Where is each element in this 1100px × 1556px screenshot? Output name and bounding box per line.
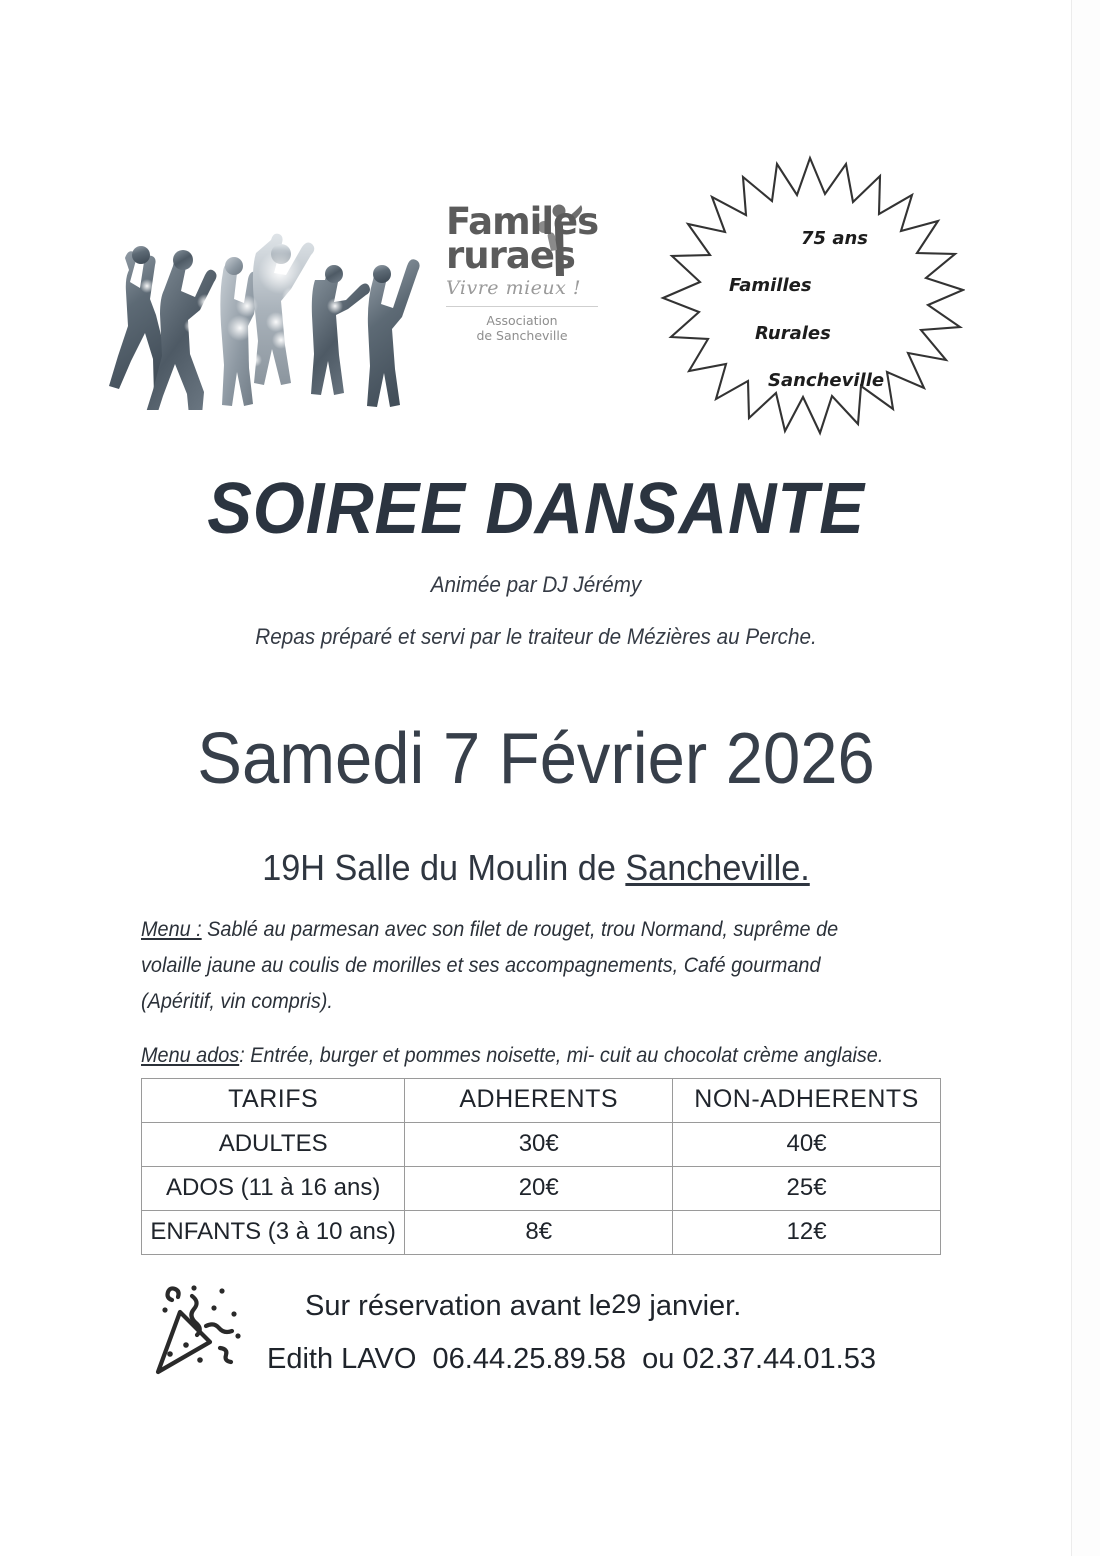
poster-title: SOIREE DANSANTE <box>207 469 865 549</box>
logo-tagline: Vivre mieux ! <box>446 277 582 299</box>
row-label-enfants: ENFANTS (3 à 10 ans) <box>142 1211 405 1255</box>
table-row <box>142 1123 941 1167</box>
menu-main-paragraph <box>141 912 897 1020</box>
menu-section <box>141 912 897 1074</box>
menu-ados-text: : Entrée, burger et pommes noisette, mi- cuit au chocolat crème anglaise. <box>239 1044 884 1067</box>
badge-text-group <box>655 150 965 450</box>
contact-phone-1: 06.44.25.89.58 <box>432 1343 627 1375</box>
association-line-1: Association <box>486 313 558 328</box>
table-row <box>142 1211 941 1255</box>
anniversary-starburst-badge <box>655 150 965 450</box>
menu-ados-label: Menu ados <box>141 1044 240 1067</box>
row-label-adultes: ADULTES <box>142 1123 405 1167</box>
price-ados-adherents: 20€ <box>405 1167 673 1211</box>
logo-divider <box>446 306 598 307</box>
venue-place: Sancheville. <box>625 847 810 888</box>
price-ados-non-adherents: 25€ <box>673 1167 941 1211</box>
badge-line-4: Sancheville <box>768 370 885 391</box>
reservation-section <box>0 1278 1072 1398</box>
scan-margin <box>1072 0 1100 1556</box>
poster-subtitle-dj: Animée par DJ Jérémy <box>430 572 642 597</box>
menu-spacer <box>141 1020 897 1038</box>
event-venue <box>27 847 1045 889</box>
row-label-ados: ADOS (11 à 16 ans) <box>142 1167 405 1211</box>
reservation-deadline <box>305 1290 741 1323</box>
price-enfants-adherents: 8€ <box>405 1211 673 1255</box>
poster-header <box>0 150 1072 450</box>
header-non-adherents: NON-ADHERENTS <box>673 1079 941 1123</box>
familles-rurales-wordmark <box>446 200 626 277</box>
dancers-silhouette-image <box>95 210 425 410</box>
brand-word-2a: rura <box>446 234 530 277</box>
badge-line-3: Rurales <box>755 323 831 344</box>
price-adultes-adherents: 30€ <box>405 1123 673 1167</box>
brand-word-1a: Fami <box>446 200 542 243</box>
menu-main-text: Sablé au parmesan avec son filet de rouget, trou Normand, suprême de volaille jaune au coulis de morilles et ses accompagnements, Café gourmand (Apéritif, vin compris). <box>141 918 839 1013</box>
menu-ados-paragraph <box>141 1038 897 1074</box>
event-date: Samedi 7 Février 2026 <box>197 719 875 799</box>
contact-name: Edith LAVO <box>267 1343 417 1375</box>
brand-word-1b: les <box>541 200 599 243</box>
deadline-prefix: Sur réservation avant le <box>305 1290 612 1322</box>
badge-line-2: Familles <box>729 275 812 296</box>
brand-word-2b: es <box>529 234 575 277</box>
deadline-day: 29 <box>611 1289 642 1319</box>
reservation-contact <box>267 1343 876 1376</box>
tarifs-table <box>141 1078 941 1255</box>
menu-label: Menu : <box>141 918 202 941</box>
price-adultes-non-adherents: 40€ <box>673 1123 941 1167</box>
badge-line-1: 75 ans <box>801 228 868 249</box>
phone-separator: ou <box>642 1343 675 1375</box>
familles-rurales-logo <box>446 200 626 355</box>
table-header-row <box>142 1079 941 1123</box>
contact-phone-2: 02.37.44.01.53 <box>682 1343 876 1375</box>
header-adherents: ADHERENTS <box>405 1079 673 1123</box>
header-tarifs: TARIFS <box>142 1079 405 1123</box>
logo-association <box>446 313 598 343</box>
association-line-2: de Sancheville <box>476 328 568 343</box>
poster-subtitle-caterer: Repas préparé et servi par le traiteur de Mézières au Perche. <box>255 624 817 649</box>
party-popper-icon <box>148 1282 248 1382</box>
price-enfants-non-adherents: 12€ <box>673 1211 941 1255</box>
table-row <box>142 1167 941 1211</box>
deadline-suffix: janvier. <box>641 1290 742 1322</box>
venue-prefix: 19H Salle du Moulin de <box>262 847 626 888</box>
